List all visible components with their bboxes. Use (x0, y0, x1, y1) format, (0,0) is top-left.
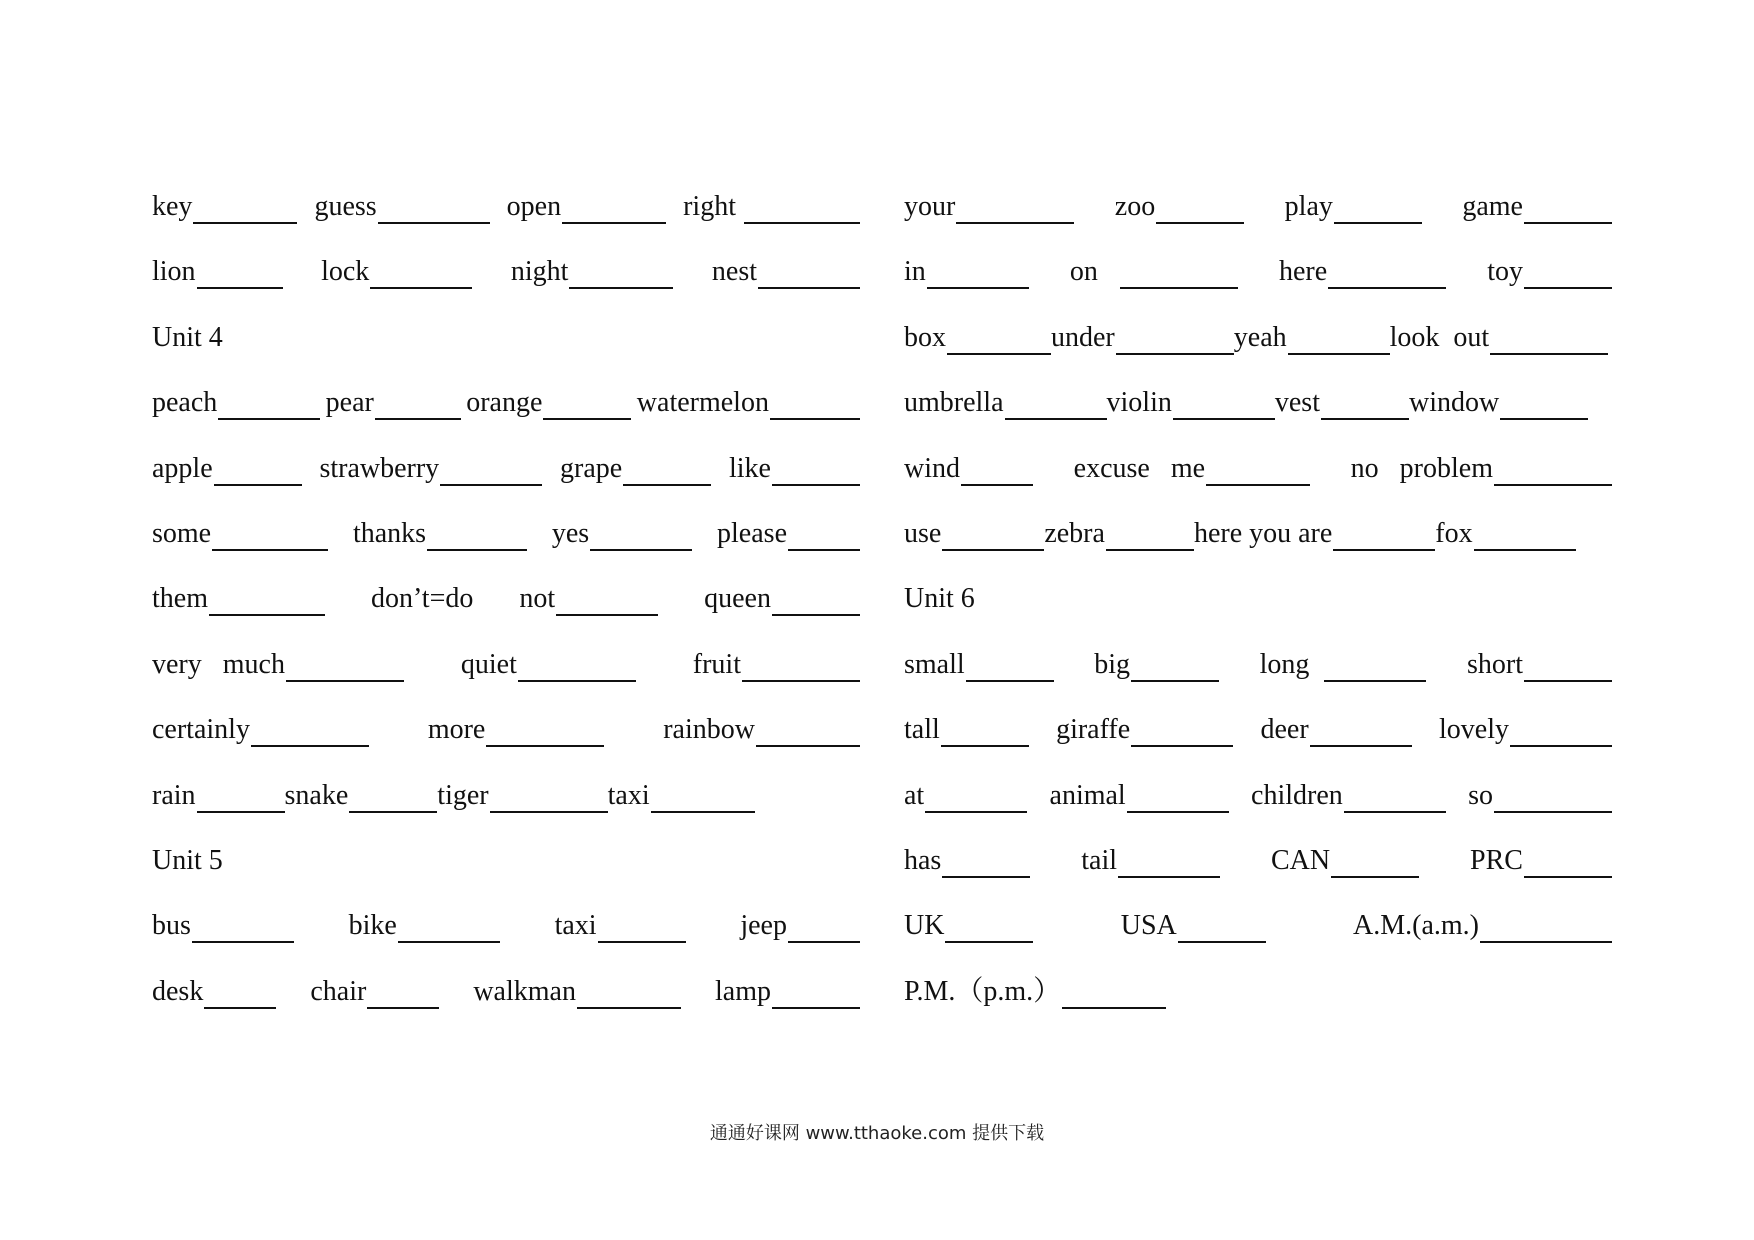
vocabulary-item (1115, 190, 1244, 224)
vocabulary-item (904, 386, 1107, 420)
vocabulary-word: key (152, 191, 193, 222)
vocabulary-row (904, 517, 1612, 582)
answer-blank-line[interactable] (956, 195, 1074, 224)
vocabulary-row (904, 648, 1612, 713)
vocabulary-word: bus (152, 910, 191, 942)
answer-blank-line[interactable] (1288, 326, 1390, 355)
vocabulary-item (353, 517, 527, 551)
answer-blank-line[interactable] (1005, 391, 1107, 420)
vocabulary-row (904, 255, 1612, 320)
vocabulary-word: night (510, 256, 569, 288)
vocabulary-word: look out (1389, 321, 1490, 353)
unit-heading (152, 321, 860, 386)
answer-blank-line[interactable] (961, 457, 1033, 486)
vocabulary-item (152, 255, 283, 289)
answer-blank-line[interactable] (427, 522, 527, 551)
vocabulary-word: peach (152, 387, 218, 419)
answer-blank-line[interactable] (197, 784, 285, 813)
vocabulary-row (152, 190, 860, 255)
answer-blank-line[interactable] (1106, 522, 1194, 551)
vocabulary-word: taxi (607, 779, 650, 811)
vocabulary-word: some (152, 517, 212, 549)
answer-blank-line[interactable] (1156, 195, 1244, 224)
answer-blank-line[interactable] (1333, 522, 1435, 551)
answer-blank-line[interactable] (212, 522, 328, 551)
right-vocabulary-column (904, 190, 1612, 1040)
vocabulary-row (904, 844, 1612, 909)
vocabulary-item (314, 190, 489, 224)
vocabulary-item (693, 648, 860, 682)
vocabulary-item (904, 255, 1029, 289)
vocabulary-item (608, 779, 755, 813)
vocabulary-word: taxi (554, 910, 597, 942)
answer-blank-line[interactable] (204, 980, 276, 1009)
vocabulary-word: like (729, 452, 771, 484)
vocabulary-item (904, 909, 1033, 943)
vocabulary-item (511, 255, 674, 289)
vocabulary-item (904, 321, 1051, 355)
vocabulary-item (428, 713, 605, 747)
vocabulary-item (1467, 648, 1612, 682)
vocabulary-word: deer (1260, 714, 1309, 746)
answer-blank-line[interactable] (788, 914, 860, 943)
vocabulary-item (904, 779, 1027, 813)
vocabulary-item (466, 386, 631, 420)
vocabulary-word: game (1462, 191, 1523, 222)
vocabulary-word: rain (152, 779, 196, 811)
answer-blank-line[interactable] (942, 849, 1030, 878)
vocabulary-word: violin (1106, 387, 1172, 419)
answer-blank-line[interactable] (966, 653, 1054, 682)
answer-blank-line[interactable] (1131, 653, 1219, 682)
unit-heading (152, 844, 860, 909)
answer-blank-line[interactable] (1344, 784, 1446, 813)
vocabulary-item (904, 452, 1033, 486)
answer-blank-line[interactable] (1524, 260, 1612, 289)
vocabulary-item (904, 517, 1044, 551)
vocabulary-item (152, 779, 285, 813)
vocabulary-word: rainbow (663, 714, 755, 746)
vocabulary-word: toy (1487, 256, 1523, 288)
vocabulary-word: UK (904, 910, 945, 942)
answer-blank-line[interactable] (251, 718, 369, 747)
answer-blank-line[interactable] (1173, 391, 1275, 420)
answer-blank-line[interactable] (367, 980, 439, 1009)
answer-blank-line[interactable] (942, 522, 1044, 551)
vocabulary-row (152, 779, 860, 844)
answer-blank-line[interactable] (1062, 980, 1166, 1009)
answer-blank-line[interactable] (370, 260, 472, 289)
vocabulary-item (1050, 779, 1229, 813)
vocabulary-row (152, 909, 860, 974)
vocabulary-word: use (904, 517, 942, 549)
answer-blank-line[interactable] (1500, 391, 1588, 420)
vocabulary-word: open (506, 191, 562, 222)
vocabulary-word: more (427, 714, 486, 746)
vocabulary-item (729, 452, 860, 486)
vocabulary-item (519, 582, 658, 616)
vocabulary-word: here you are (1193, 517, 1333, 549)
vocabulary-word: grape (560, 452, 623, 484)
answer-blank-line[interactable] (623, 457, 711, 486)
vocabulary-word: at (904, 779, 925, 811)
answer-blank-line[interactable] (214, 457, 302, 486)
answer-blank-line[interactable] (788, 522, 860, 551)
vocabulary-word: small (904, 648, 965, 680)
vocabulary-item (152, 975, 276, 1009)
vocabulary-row (904, 321, 1612, 386)
vocabulary-item (740, 909, 860, 943)
vocabulary-word: CAN (1270, 844, 1331, 876)
answer-blank-line[interactable] (1494, 784, 1612, 813)
vocabulary-word: play (1284, 191, 1333, 222)
vocabulary-word: tail (1081, 844, 1118, 876)
answer-blank-line[interactable] (490, 784, 608, 813)
answer-blank-line[interactable] (218, 391, 320, 420)
vocabulary-item (1107, 386, 1275, 420)
answer-blank-line[interactable] (562, 195, 666, 224)
vocabulary-word: yeah (1233, 321, 1287, 353)
answer-blank-line[interactable] (598, 914, 686, 943)
vocabulary-word: don’t=do (370, 583, 474, 615)
answer-blank-line[interactable] (543, 391, 631, 420)
vocabulary-item (904, 844, 1030, 878)
vocabulary-item (1439, 713, 1612, 747)
vocabulary-item (1435, 517, 1575, 551)
answer-blank-line[interactable] (518, 653, 636, 682)
answer-blank-line[interactable] (758, 260, 860, 289)
vocabulary-word: apple (152, 452, 213, 484)
vocabulary-item (1056, 713, 1233, 747)
vocabulary-word: snake (284, 779, 349, 811)
vocabulary-word: window (1408, 387, 1500, 419)
vocabulary-item (1487, 255, 1612, 289)
unit-heading-text: Unit 6 (904, 583, 975, 615)
vocabulary-item (1074, 452, 1310, 486)
vocabulary-item (310, 975, 439, 1009)
vocabulary-item (904, 190, 1074, 224)
vocabulary-word: chair (310, 975, 367, 1007)
answer-blank-line[interactable] (1206, 457, 1310, 486)
answer-blank-line[interactable] (1510, 718, 1612, 747)
vocabulary-item (321, 255, 472, 289)
vocabulary-word: long (1259, 648, 1324, 680)
answer-blank-line[interactable] (197, 260, 283, 289)
vocabulary-item (1353, 909, 1612, 943)
vocabulary-word: guess (314, 191, 377, 222)
vocabulary-item (152, 713, 369, 747)
answer-blank-line[interactable] (947, 326, 1051, 355)
vocabulary-word: watermelon (636, 387, 769, 419)
vocabulary-item (437, 779, 607, 813)
vocabulary-word: orange (466, 387, 543, 419)
answer-blank-line[interactable] (772, 980, 860, 1009)
unit-heading-text: Unit 4 (152, 321, 223, 353)
vocabulary-word: vest (1274, 387, 1320, 419)
vocabulary-word: on (1069, 256, 1119, 288)
answer-blank-line[interactable] (486, 718, 604, 747)
answer-blank-line[interactable] (349, 784, 437, 813)
answer-blank-line[interactable] (1120, 260, 1238, 289)
vocabulary-item (152, 648, 404, 682)
vocabulary-word: them (152, 583, 208, 615)
vocabulary-item (1285, 190, 1422, 224)
answer-blank-line[interactable] (1524, 849, 1612, 878)
vocabulary-item (712, 255, 860, 289)
vocabulary-word: A.M.(a.m.) (1353, 910, 1479, 942)
vocabulary-word: excuse me (1073, 452, 1206, 484)
vocabulary-row (904, 909, 1612, 974)
answer-blank-line[interactable] (1331, 849, 1419, 878)
answer-blank-line[interactable] (1494, 457, 1612, 486)
vocabulary-word: in (904, 256, 926, 288)
vocabulary-item (904, 648, 1054, 682)
vocabulary-item (473, 975, 681, 1009)
vocabulary-item (1051, 321, 1234, 355)
vocabulary-word: certainly (152, 714, 250, 746)
vocabulary-word: short (1466, 648, 1523, 680)
answer-blank-line[interactable] (1524, 653, 1612, 682)
answer-blank-line[interactable] (1334, 195, 1422, 224)
vocabulary-item (663, 713, 860, 747)
answer-blank-line[interactable] (1480, 914, 1612, 943)
vocabulary-row (152, 517, 860, 582)
vocabulary-item (461, 648, 636, 682)
vocabulary-word: P.M.（p.m.） (904, 975, 1062, 1007)
vocabulary-item (715, 975, 860, 1009)
vocabulary-word: lion (152, 256, 196, 288)
vocabulary-word: your (904, 191, 956, 222)
vocabulary-word: tiger (437, 779, 489, 811)
vocabulary-word: wind (904, 452, 960, 484)
answer-blank-line[interactable] (927, 260, 1029, 289)
vocabulary-item (1261, 713, 1412, 747)
vocabulary-item (152, 190, 297, 224)
vocabulary-word: box (904, 321, 946, 353)
vocabulary-item (1409, 386, 1588, 420)
answer-blank-line[interactable] (1118, 849, 1220, 878)
vocabulary-row (904, 779, 1612, 844)
unit-heading (904, 582, 1612, 647)
vocabulary-item (683, 190, 860, 224)
vocabulary-word: tall (904, 714, 940, 746)
vocabulary-item (1351, 452, 1612, 486)
vocabulary-item (326, 386, 461, 420)
vocabulary-word: fruit (692, 648, 741, 680)
vocabulary-item (1470, 844, 1612, 878)
vocabulary-word: PRC (1470, 844, 1523, 876)
vocabulary-word: lamp (714, 975, 771, 1007)
vocabulary-item (1275, 386, 1409, 420)
vocabulary-item (1081, 844, 1220, 878)
vocabulary-word: queen (704, 583, 771, 615)
vocabulary-word: very much (152, 648, 285, 680)
vocabulary-word: zoo (1114, 191, 1156, 222)
unit-heading-text: Unit 5 (152, 844, 223, 876)
answer-blank-line[interactable] (209, 587, 325, 616)
vocabulary-item (152, 582, 325, 616)
vocabulary-word: so (1468, 779, 1493, 811)
vocabulary-item (717, 517, 860, 551)
vocabulary-word: jeep (740, 910, 787, 942)
vocabulary-word: USA (1120, 910, 1177, 942)
vocabulary-word: bike (348, 910, 397, 942)
vocabulary-word: lovely (1439, 714, 1509, 746)
vocabulary-item (1271, 844, 1419, 878)
vocabulary-word: thanks (352, 517, 427, 549)
vocabulary-word: not (519, 583, 556, 615)
vocabulary-word: children (1251, 779, 1343, 811)
vocabulary-word: lock (321, 256, 370, 288)
vocabulary-item (1251, 779, 1446, 813)
vocabulary-item (904, 713, 1029, 747)
answer-blank-line[interactable] (1131, 718, 1233, 747)
vocabulary-word: big (1094, 648, 1131, 680)
vocabulary-row (904, 975, 1612, 1040)
vocabulary-word: quiet (460, 648, 517, 680)
answer-blank-line[interactable] (569, 260, 673, 289)
vocabulary-word: under (1051, 321, 1115, 353)
vocabulary-word: right (683, 191, 743, 222)
answer-blank-line[interactable] (945, 914, 1033, 943)
vocabulary-row (904, 386, 1612, 451)
answer-blank-line[interactable] (590, 522, 692, 551)
vocabulary-word: animal (1049, 779, 1126, 811)
answer-blank-line[interactable] (770, 391, 860, 420)
vocabulary-item (152, 386, 320, 420)
vocabulary-item (349, 909, 500, 943)
answer-blank-line[interactable] (440, 457, 542, 486)
vocabulary-row (904, 713, 1612, 778)
answer-blank-line[interactable] (772, 457, 860, 486)
vocabulary-item (704, 582, 860, 616)
vocabulary-item (1194, 517, 1435, 551)
vocabulary-word: no problem (1350, 452, 1493, 484)
vocabulary-item (1234, 321, 1390, 355)
vocabulary-word: zebra (1044, 517, 1105, 549)
vocabulary-item (152, 517, 328, 551)
vocabulary-word: please (717, 517, 787, 549)
vocabulary-word: has (904, 844, 942, 876)
vocabulary-word: here (1278, 256, 1328, 288)
vocabulary-row (904, 452, 1612, 517)
left-vocabulary-column (152, 190, 860, 1040)
answer-blank-line[interactable] (1490, 326, 1608, 355)
answer-blank-line[interactable] (286, 653, 404, 682)
answer-blank-line[interactable] (398, 914, 500, 943)
answer-blank-line[interactable] (556, 587, 658, 616)
vocabulary-row (152, 975, 860, 1040)
vocabulary-word: umbrella (904, 387, 1004, 419)
vocabulary-item (1279, 255, 1446, 289)
answer-blank-line[interactable] (744, 195, 860, 224)
answer-blank-line[interactable] (1524, 195, 1612, 224)
vocabulary-item (1044, 517, 1194, 551)
answer-blank-line[interactable] (756, 718, 860, 747)
vocabulary-row (904, 190, 1612, 255)
answer-blank-line[interactable] (1178, 914, 1266, 943)
answer-blank-line[interactable] (772, 587, 860, 616)
answer-blank-line[interactable] (1321, 391, 1409, 420)
vocabulary-word: nest (711, 256, 757, 288)
vocabulary-row (152, 452, 860, 517)
answer-blank-line[interactable] (651, 784, 755, 813)
vocabulary-item (1260, 648, 1427, 682)
vocabulary-word: pear (325, 387, 374, 419)
vocabulary-item (560, 452, 711, 486)
vocabulary-item (152, 452, 302, 486)
answer-blank-line[interactable] (1324, 653, 1426, 682)
answer-blank-line[interactable] (192, 914, 294, 943)
vocabulary-item (371, 582, 473, 616)
vocabulary-item (319, 452, 542, 486)
answer-blank-line[interactable] (375, 391, 461, 420)
vocabulary-item (1390, 321, 1609, 355)
answer-blank-line[interactable] (577, 980, 681, 1009)
answer-blank-line[interactable] (941, 718, 1029, 747)
vocabulary-row (152, 713, 860, 778)
vocabulary-row (152, 386, 860, 451)
answer-blank-line[interactable] (1474, 522, 1576, 551)
vocabulary-item (904, 975, 1166, 1009)
vocabulary-item (1462, 190, 1612, 224)
vocabulary-word: giraffe (1056, 714, 1131, 746)
vocabulary-row (152, 255, 860, 320)
vocabulary-item (637, 386, 860, 420)
answer-blank-line[interactable] (1116, 326, 1234, 355)
vocabulary-word: walkman (473, 975, 576, 1007)
vocabulary-word: strawberry (319, 452, 440, 484)
vocabulary-word: desk (152, 975, 204, 1007)
vocabulary-row (152, 648, 860, 713)
vocabulary-item (555, 909, 686, 943)
answer-blank-line[interactable] (193, 195, 297, 224)
vocabulary-row (152, 582, 860, 647)
answer-blank-line[interactable] (742, 653, 860, 682)
vocabulary-item (1070, 255, 1238, 289)
vocabulary-item (552, 517, 692, 551)
answer-blank-line[interactable] (378, 195, 490, 224)
vocabulary-item (285, 779, 438, 813)
vocabulary-item (507, 190, 666, 224)
answer-blank-line[interactable] (1328, 260, 1446, 289)
vocabulary-word: fox (1435, 517, 1473, 549)
answer-blank-line[interactable] (1310, 718, 1412, 747)
answer-blank-line[interactable] (1127, 784, 1229, 813)
vocabulary-item (152, 909, 294, 943)
vocabulary-item (1468, 779, 1612, 813)
vocabulary-word: yes (551, 517, 590, 549)
footer-source-note: 通通好课网 www.tthaoke.com 提供下载 (709, 1123, 1045, 1144)
vocabulary-item (1121, 909, 1266, 943)
answer-blank-line[interactable] (925, 784, 1027, 813)
vocabulary-item (1094, 648, 1219, 682)
